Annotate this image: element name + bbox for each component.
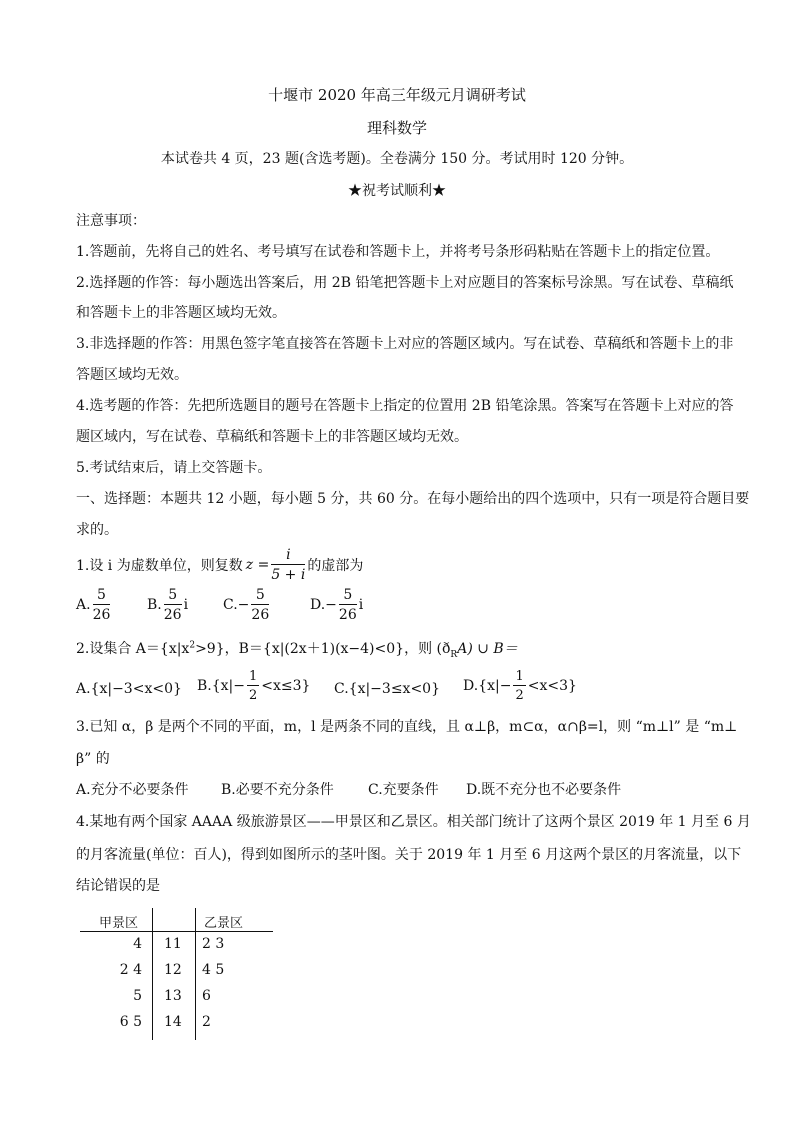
table-divider-left xyxy=(152,908,153,1040)
question-3-line-1: 3.已知 α，β 是两个不同的平面，m，l 是两条不同的直线，且 α⊥β，m⊂α，α∩β=l，则 “m⊥l” 是 “m⊥ xyxy=(76,719,738,735)
row-3-left: 5 xyxy=(133,988,142,1004)
q1-suffix: 的虚部为 xyxy=(307,558,364,574)
row-4-right: 2 xyxy=(202,1014,211,1030)
q2-subscript: R xyxy=(450,649,458,660)
q1-option-d-den: 26 xyxy=(338,607,357,623)
q2-option-b-frac xyxy=(247,670,259,702)
q1-z: z = xyxy=(245,557,270,573)
question-4-line-1: 4.某地有两个国家 AAAA 级旅游景区——甲景区和乙景区。相关部门统计了这两个景区 2019 年 1 月至 6 月 xyxy=(76,814,751,830)
note-3-line-1: 3.非选择题的作答：用黑色签字笔直接答在答题卡上对应的答题区域内。写在试卷、草稿纸和答题卡上的非 xyxy=(76,336,734,352)
q2-option-b-den: 2 xyxy=(249,688,258,703)
q1-option-b-frac xyxy=(164,588,182,622)
note-5: 5.考试结束后，请上交答题卡。 xyxy=(76,460,272,476)
row-2-stem: 12 xyxy=(164,962,182,978)
q1-fraction xyxy=(271,548,305,582)
table-header-rule xyxy=(80,931,273,932)
q1-option-a-frac xyxy=(93,588,111,622)
section-1-line-1: 一、选择题：本题共 12 小题，每小题 5 分，共 60 分。在每小题给出的四个选项中，只有一项是符合题目要 xyxy=(76,491,750,507)
exam-info: 本试卷共 4 页，23 题(含选考题)。全卷满分 150 分。考试用时 120 分钟。 xyxy=(160,151,634,167)
row-1-left: 4 xyxy=(133,936,142,952)
q1-fraction-num: i xyxy=(271,548,305,565)
exam-subject: 理科数学 xyxy=(366,119,427,137)
q1-option-b-label: B. xyxy=(147,597,162,613)
q1-option-b-num: 5 xyxy=(164,588,182,605)
note-1: 1.答题前，先将自己的姓名、考号填写在试卷和答题卡上，并将考号条形码粘贴在答题卡上的指定位置。 xyxy=(76,244,720,260)
q2-option-a: A.{x|−3<x<0} xyxy=(76,681,182,697)
q2-option-b-pre: B.{x|− xyxy=(197,678,245,694)
q2-option-b-post: <x≤3} xyxy=(261,678,311,694)
q1-option-c-frac xyxy=(251,588,269,622)
note-2-line-1: 2.选择题的作答：每小题选出答案后，用 2B 铅笔把答题卡上对应题目的答案标号涂黑。写在试卷、草稿纸 xyxy=(76,275,734,291)
q1-fraction-den: 5 + i xyxy=(271,567,306,583)
note-3-line-2: 答题区域均无效。 xyxy=(76,367,188,383)
q1-option-a-den: 26 xyxy=(92,607,111,623)
notes-heading: 注意事项： xyxy=(76,213,146,229)
note-2-line-2: 和答题卡上的非答题区域均无效。 xyxy=(76,305,286,321)
q2-middle: >9}，B＝{x|(2x＋1)(x−4)<0}，则 (ð xyxy=(195,641,451,657)
q3-option-c: C.充要条件 xyxy=(368,782,439,798)
question-4-line-2: 的月客流量(单位：百人)，得到如图所示的茎叶图。关于 2019 年 1 月至 6 月这两个景区的月客流量，以下 xyxy=(76,847,742,863)
q2-prefix: 2.设集合 A＝{x|x xyxy=(76,641,190,657)
right-header: 乙景区 xyxy=(204,916,244,931)
row-3-right: 6 xyxy=(202,988,211,1004)
question-4-line-3: 结论错误的是 xyxy=(76,878,160,894)
q1-option-c-label: C.− xyxy=(223,597,250,613)
table-divider-right xyxy=(195,908,196,1040)
q2-end: A) ∪ B＝ xyxy=(457,641,518,657)
question-1 xyxy=(76,548,363,582)
q2-option-d-pre: D.{x|− xyxy=(463,678,512,694)
q2-option-d-frac xyxy=(513,670,525,702)
q1-option-a-label: A. xyxy=(76,597,91,613)
question-2 xyxy=(76,638,518,660)
row-2-left: 2 4 xyxy=(119,962,142,978)
q1-option-c-num: 5 xyxy=(251,588,269,605)
exam-title: 十堰市 2020 年高三年级元月调研考试 xyxy=(268,86,526,104)
question-3-line-2: β” 的 xyxy=(76,751,110,767)
q2-option-b xyxy=(197,670,310,702)
q2-option-d-post: <x<3} xyxy=(527,678,577,694)
row-3-stem: 13 xyxy=(164,988,182,1004)
row-2-right: 4 5 xyxy=(202,962,225,978)
note-4-line-2: 题区域内，写在试卷、草稿纸和答题卡上的非答题区域均无效。 xyxy=(76,429,468,445)
q1-option-d-num: 5 xyxy=(339,588,357,605)
q1-option-a-num: 5 xyxy=(93,588,111,605)
row-4-left: 6 5 xyxy=(119,1014,142,1030)
note-4-line-1: 4.选考题的作答：先把所选题目的题号在答题卡上指定的位置用 2B 铅笔涂黑。答案写在答题卡上对应的答 xyxy=(76,398,734,414)
row-4-stem: 14 xyxy=(164,1014,182,1030)
q1-option-c xyxy=(223,588,271,622)
q2-option-d-den: 2 xyxy=(515,688,524,703)
q2-option-d xyxy=(463,670,577,702)
q1-option-d-tail: i xyxy=(358,597,364,613)
q2-option-d-num: 1 xyxy=(515,669,524,684)
q2-superscript: 2 xyxy=(189,640,196,651)
q1-option-b xyxy=(147,588,188,622)
q2-option-b-num: 1 xyxy=(249,669,258,684)
q3-option-b: B.必要不充分条件 xyxy=(221,782,334,798)
q1-option-d-label: D.− xyxy=(310,597,337,613)
q1-prefix: 1.设 i 为虚数单位，则复数 xyxy=(76,558,243,574)
q1-option-d xyxy=(310,588,363,622)
good-luck-line: ★祝考试顺利★ xyxy=(348,183,446,199)
row-1-stem: 11 xyxy=(164,936,182,952)
row-1-right: 2 3 xyxy=(202,936,225,952)
q3-option-d: D.既不充分也不必要条件 xyxy=(466,782,622,798)
section-1-line-2: 求的。 xyxy=(76,522,118,538)
q1-option-d-frac xyxy=(339,588,357,622)
q1-option-b-tail: i xyxy=(183,597,189,613)
q1-option-a xyxy=(76,588,112,622)
q3-option-a: A.充分不必要条件 xyxy=(76,782,189,798)
q2-option-c: C.{x|−3≤x<0} xyxy=(334,681,440,697)
q1-option-c-den: 26 xyxy=(251,607,270,623)
q1-option-b-den: 26 xyxy=(163,607,182,623)
left-header: 甲景区 xyxy=(99,916,139,931)
